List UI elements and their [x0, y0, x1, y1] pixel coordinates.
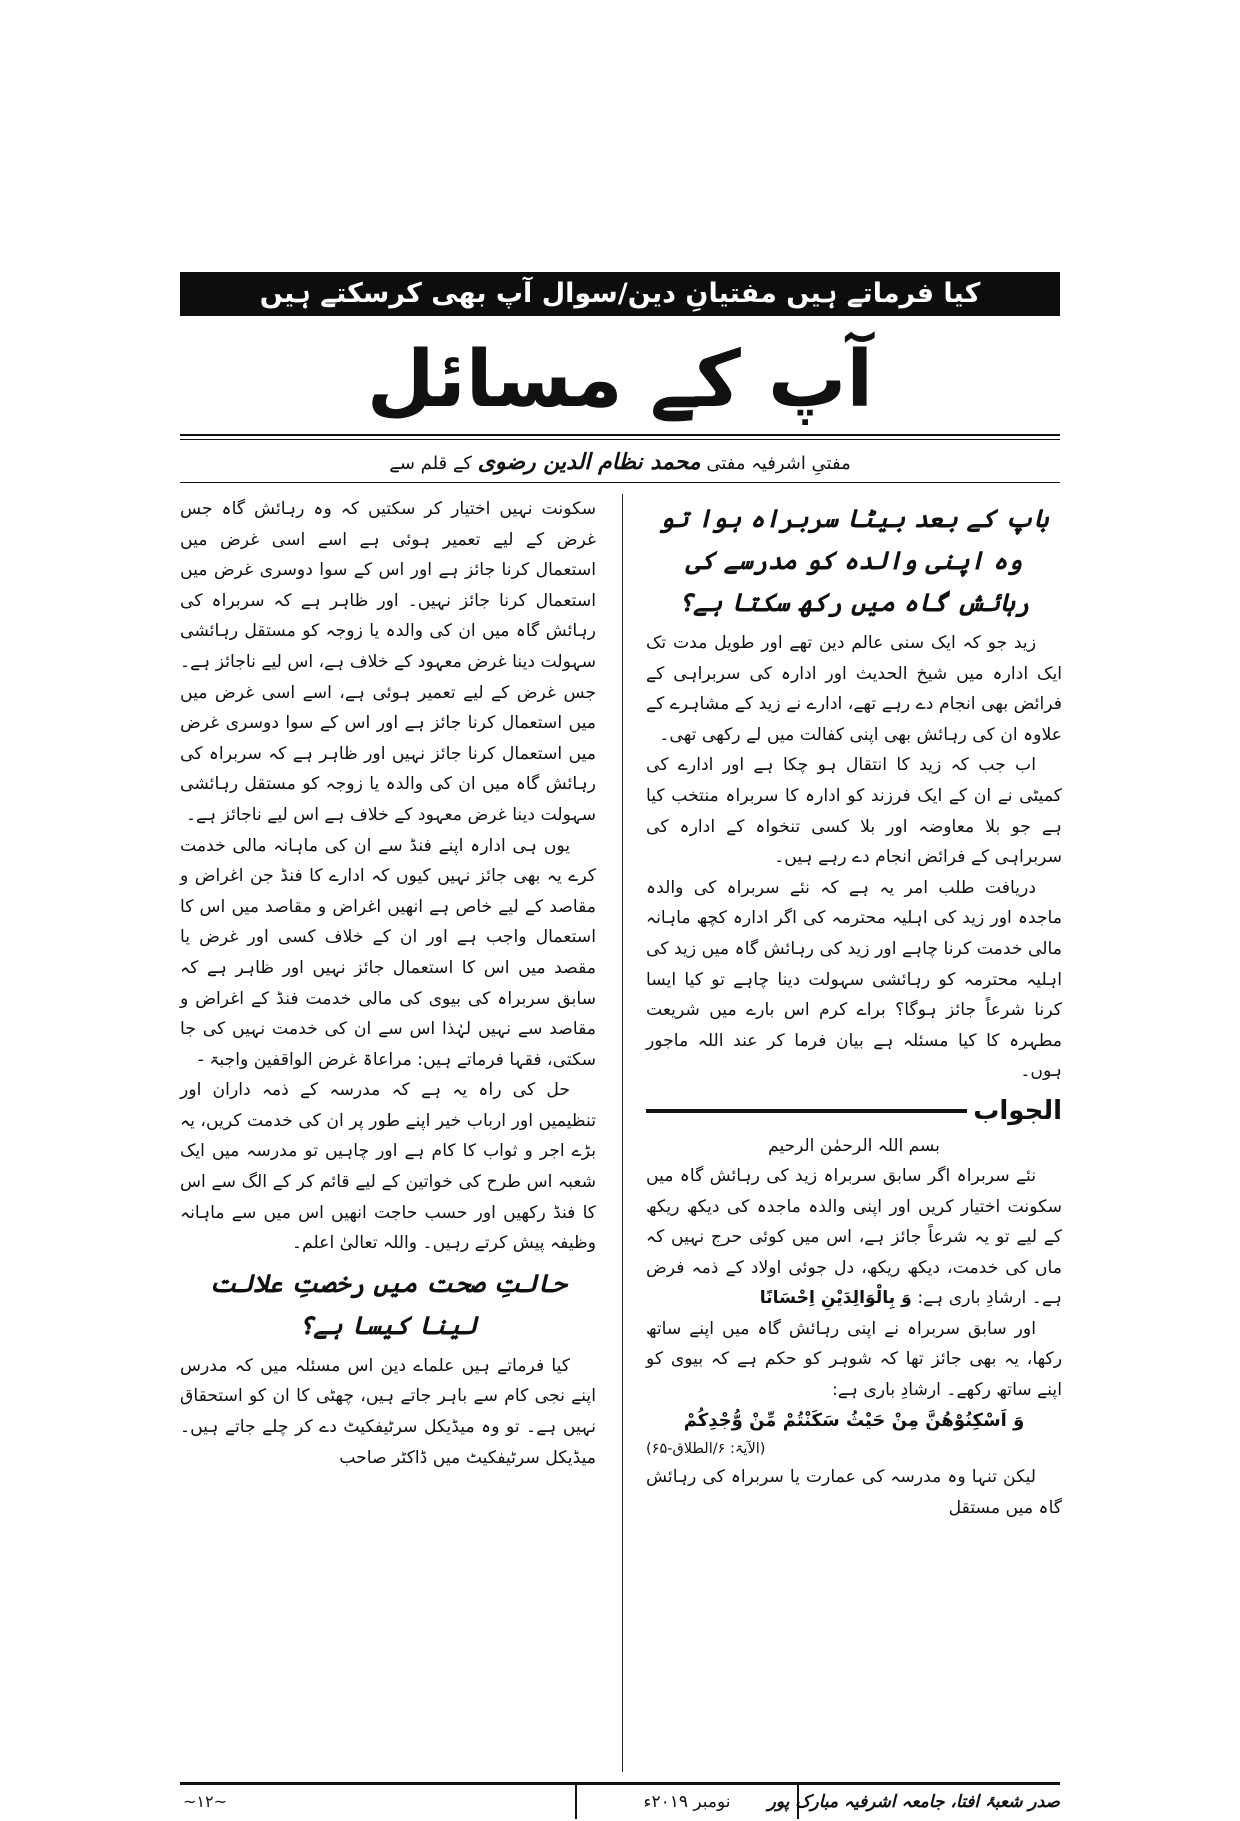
- answer-label: الجواب: [973, 1095, 1062, 1126]
- footer-department: صدر شعبۂ افتا، جامعہ اشرفیہ مبارک پور: [767, 1792, 1060, 1812]
- byline-rule: [180, 482, 1060, 483]
- answer-paragraph: [180, 831, 596, 1076]
- verse-reference: (الآیۃ: ۶/الطلاق-۶۵): [646, 1441, 766, 1458]
- footer: [180, 1783, 1060, 1821]
- left-column: [180, 494, 596, 1766]
- answer-paragraph: لیکن تنہا وہ مدرسہ کی عمارت یا سربراہ کی رہائش گاہ میں مستقل: [646, 1467, 1062, 1518]
- question-paragraph: اب جب کہ زید کا انتقال ہو چکا ہے اور ادارے کی کمیٹی نے ان کے ایک فرزند کو ادارہ کا سربراہ منتخب کیا ہے جو بلا معاوضہ اور بلا کسی تنخواہ کے ادارہ کی سربراہی کے فرائض انجام دے رہے ہیں۔: [646, 755, 1062, 868]
- byline: [180, 446, 1060, 480]
- question-paragraph: زید جو کہ ایک سنی عالم دین تھے اور طویل مدت تک ایک ادارہ میں شیخ الحدیث اور ادارہ کی سربراہی کے فرائض بھی انجام دے رہے تھے، ادارے نے زید کے مشاہرے کے علاوہ ان کی رہائش بھی اپنی کفالت میں لے رکھی تھی۔: [646, 633, 1062, 745]
- footer-date: نومبر ۲۰۱۹ء: [575, 1785, 799, 1819]
- answer-paragraph: [646, 1161, 1062, 1314]
- section-banner: کیا فرماتے ہیں مفتیانِ دین/سوال آپ بھی کرسکتے ہیں: [180, 272, 1060, 316]
- column-divider: [622, 494, 623, 1772]
- answer-paragraph: اور سابق سربراہ نے اپنی رہائش گاہ میں اپنے ساتھ رکھا، یہ بھی جائز تھا کہ شوہر کو حکم ہے کہ بیوی کو اپنے ساتھ رکھے۔ ارشادِ باری ہے:: [646, 1318, 1062, 1401]
- right-column: [646, 494, 1062, 1766]
- answer-paragraph: سکونت نہیں اختیار کر سکتیں کہ وہ رہائش گاہ جس غرض کے لیے تعمیر ہوئی ہے اسے اسی غرض میں استعمال کرنا جائز ہے اور اس کے سوا دوسری غرض میں استعمال کرنا جائز نہیں۔ اور ظاہر ہے کہ سربراہ کی رہائش گاہ میں ان کی والدہ یا زوجہ کو مستقل رہائشی سہولت دینا غرض معہود کے خلاف ہے، اس لیے ناجائز ہے۔ جس غرض کے لیے تعمیر ہوئی ہے، اسے اسی غرض میں میں استعمال کرنا جائز ہے اور اس کے سوا دوسری غرض میں استعمال کرنا جائز نہیں اور ظاہر ہے کہ سربراہ کی رہائش گاہ میں ان کی والدہ یا زوجہ کو مستقل رہائشی سہولت دینا غرض معہود کے خلاف ہے اس لیے ناجائز ہے۔: [180, 499, 596, 825]
- page-title: آپ کے مسائل: [366, 335, 874, 425]
- page-number: ~۱۲~: [183, 1792, 227, 1811]
- byline-suffix: کے قلم سے: [389, 453, 472, 474]
- answer-text: یوں ہی ادارہ اپنے فنڈ سے ان کی ماہانہ مالی خدمت کرے یہ بھی جائز نہیں کیوں کہ ادارے کا فنڈ جن اغراض و مقاصد کے لیے خاص ہے انھیں اغراض و مقاصد میں اس کا استعمال واجب ہے اور ان کے خلاف کسی اور غرض یا مقصد میں اس کا استعمال جائز نہیں اور ظاہر ہے کہ سابق سربراہ کی بیوی کی مالی خدمت فنڈ کے اغراض و مقاصد سے نہیں لہٰذا اس سے ان کی خدمت نہیں کی جا سکتی، فقہا فرماتے ہیں:: [180, 835, 596, 1070]
- quran-verse: وَ بِالْوَالِدَيْنِ اِحْسَانًا: [759, 1288, 912, 1309]
- answer-paragraph: حل کی راہ یہ ہے کہ مدرسہ کے ذمہ داران اور تنظیمیں اور ارباب خیر اپنے طور پر ان کی خدمت کریں، یہ بڑے اجر و ثواب کا کام ہے اور چاہیں تو مدرسہ میں ایک شعبہ اس طرح کی خواتین کے لیے قائم کر کے الگ سے اس کا فنڈ رکھیں اور حسب حاجت انھیں اس میں سے ماہانہ وظیفہ پیش کرتے رہیں۔ واللہ تعالیٰ اعلم۔: [180, 1080, 596, 1254]
- title-rule: [180, 434, 1060, 440]
- bismillah: بسم اللہ الرحمٰن الرحیم: [768, 1135, 940, 1156]
- question-paragraph: کیا فرماتے ہیں علماے دین اس مسئلہ میں کہ مدرس اپنے نجی کام سے باہر جاتے ہیں، چھٹی کا ان کو استحقاق نہیں ہے۔ تو وہ میڈیکل سرٹیفکیٹ دے کر چلے جاتے ہیں۔ میڈیکل سرٹیفکیٹ میں ڈاکٹر صاحب: [180, 1355, 596, 1468]
- fiqh-quote: مراعاۃ غرض الواقفین واجبۃ -: [197, 1049, 412, 1070]
- answer-rule: [646, 1109, 967, 1113]
- question-title: حالتِ صحت میں رخصتِ علالت لینا کیسا ہے؟: [209, 1268, 567, 1340]
- answer-text: نئے سربراہ اگر سابق سربراہ زید کی رہائش گاہ میں سکونت اختیار کریں اور اپنی والدہ ماجدہ کی دیکھ ریکھ کے لیے تو یہ شرعاً جائز ہے، اس میں کوئی حرج نہیں کہ ماں کی خدمت، دیکھ ریکھ، دل جوئی اولاد کے ذمہ فرض ہے۔ ارشادِ باری ہے:: [646, 1165, 1062, 1309]
- byline-prefix: مفتیِ اشرفیہ مفتی: [706, 453, 851, 474]
- quran-verse: وَ اَسْكِنُوْهُنَّ مِنْ حَيْثُ سَكَنْتُمْ مِّنْ وُّجْدِكُمْ: [683, 1409, 1025, 1431]
- answer-heading: [646, 1093, 1062, 1129]
- question-title: باپ کے بعد بیٹا سربراہ ہوا تو وہ اپنی والدہ کو مدرسے کی رہائش گاہ میں رکھ سکتا ہے؟: [659, 504, 1049, 617]
- byline-author: محمد نظام الدین رضوی: [477, 450, 701, 475]
- question-paragraph: دریافت طلب امر یہ ہے کہ نئے سربراہ کی والدہ ماجدہ اور زید کی اہلیہ محترمہ کی اگر ادارہ کچھ ماہانہ مالی خدمت کرنا چاہے اور زید کی رہائش گاہ میں زید کی اہلیہ محترمہ کو رہائشی سہولت دینا چاہے تو کیا ایسا کرنا شرعاً جائز ہوگا؟ براے کرم اس بارے میں شریعت مطہرہ کا کیا مسئلہ ہے بیان فرما کر عند اللہ ماجور ہوں۔: [646, 877, 1062, 1082]
